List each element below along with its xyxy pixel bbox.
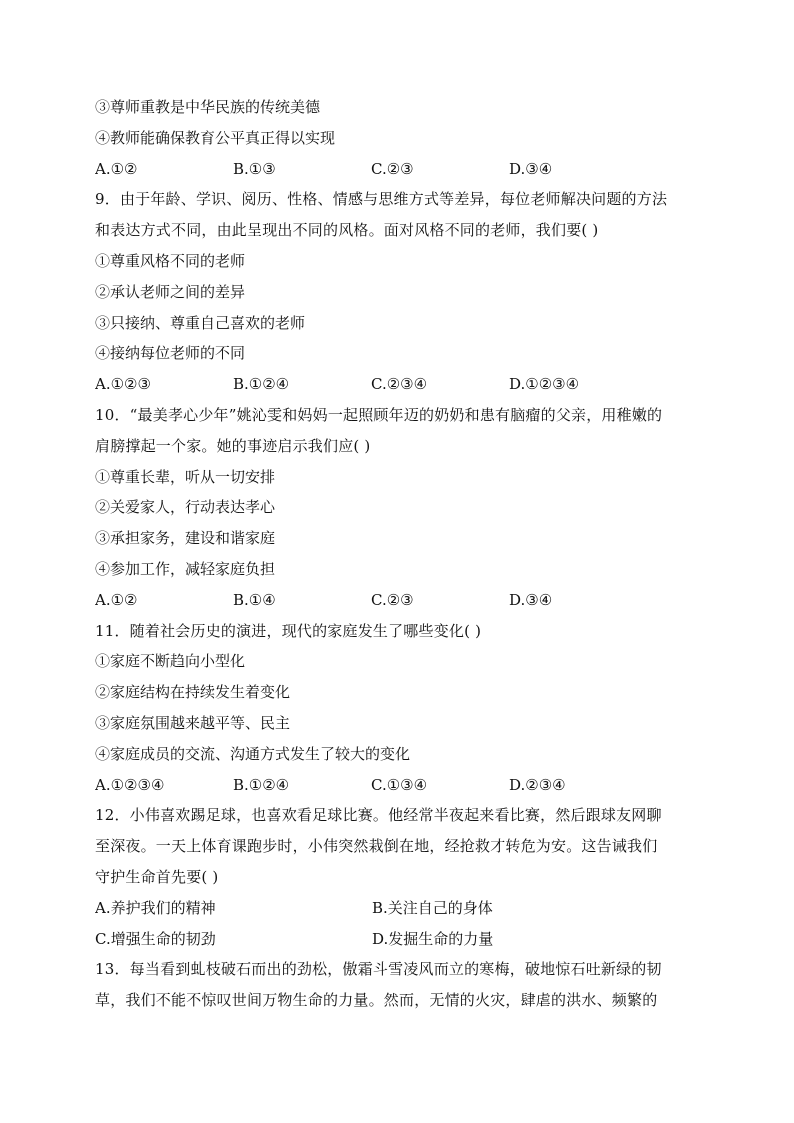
- q8-option-b: B.①③: [233, 159, 276, 178]
- q9-stem-line-2: 和表达方式不同，由此呈现出不同的风格。面对风格不同的老师，我们要( ): [95, 221, 599, 240]
- q10-item-4: ④参加工作，减轻家庭负担: [95, 559, 276, 578]
- q12-option-b: B.关注自己的身体: [372, 898, 493, 917]
- q11-option-a: A.①②③④: [95, 775, 165, 794]
- q10-stem-line-1: 10．“最美孝心少年”姚沁雯和妈妈一起照顾年迈的奶奶和患有脑瘤的父亲，用稚嫩的: [95, 405, 663, 424]
- q9-stem-line-1: 9．由于年龄、学识、阅历、性格、情感与思维方式等差异，每位老师解决问题的方法: [95, 190, 668, 209]
- q11-option-d: D.②③④: [509, 775, 566, 794]
- q12-stem-line-1: 12．小伟喜欢踢足球，也喜欢看足球比赛。他经常半夜起来看比赛，然后跟球友网聊: [95, 806, 662, 825]
- q12-option-a: A.养护我们的精神: [95, 898, 216, 917]
- q8-options: [95, 154, 705, 185]
- q9-option-c: C.②③④: [371, 375, 428, 394]
- q8-option-c: C.②③: [371, 159, 414, 178]
- q10-option-c: C.②③: [371, 590, 414, 609]
- q12-stem-line-3: 守护生命首先要( ): [95, 867, 219, 886]
- q11-item-4: ④家庭成员的交流、沟通方式发生了较大的变化: [95, 744, 411, 763]
- q10-stem-line-2: 肩膀撑起一个家。她的事迹启示我们应( ): [95, 436, 371, 455]
- q11-item-1: ①家庭不断趋向小型化: [95, 652, 246, 671]
- q8-item-4: ④教师能确保教育公平真正得以实现: [95, 128, 336, 147]
- q11-options: [95, 770, 705, 801]
- q10-option-d: D.③④: [509, 590, 553, 609]
- exam-content: [95, 92, 705, 1016]
- q12-options-row-2: [95, 924, 705, 955]
- q10-options: [95, 585, 705, 616]
- q11-option-b: B.①②④: [233, 775, 290, 794]
- q8-item-3: ③尊师重教是中华民族的传统美德: [95, 98, 321, 116]
- q10-item-3: ③承担家务，建设和谐家庭: [95, 529, 276, 548]
- q13-stem-line-1: 13．每当看到虬枝破石而出的劲松，傲霜斗雪凌风而立的寒梅，破地惊石吐新绿的韧: [95, 960, 662, 979]
- q8-option-a: A.①②: [95, 159, 138, 178]
- q9-item-3: ③只接纳、尊重自己喜欢的老师: [95, 313, 306, 332]
- q12-option-d: D.发掘生命的力量: [372, 929, 494, 948]
- q9-option-a: A.①②③: [95, 375, 151, 394]
- q9-item-1: ①尊重风格不同的老师: [95, 251, 246, 270]
- q10-option-b: B.①④: [233, 590, 276, 609]
- q13-stem-line-2: 草，我们不能不惊叹世间万物生命的力量。然而，无情的火灾，肆虐的洪水、频繁的: [95, 991, 658, 1010]
- q9-item-2: ②承认老师之间的差异: [95, 282, 246, 301]
- q10-item-2: ②关爱家人，行动表达孝心: [95, 498, 276, 517]
- q9-item-4: ④接纳每位老师的不同: [95, 344, 246, 363]
- q12-options-row-1: [95, 893, 705, 924]
- q11-item-2: ②家庭结构在持续发生着变化: [95, 683, 291, 702]
- q10-option-a: A.①②: [95, 590, 138, 609]
- q9-options: [95, 369, 705, 400]
- q12-option-c: C.增强生命的韧劲: [95, 929, 216, 948]
- q8-option-d: D.③④: [509, 159, 553, 178]
- q10-item-1: ①尊重长辈，听从一切安排: [95, 467, 276, 486]
- q11-item-3: ③家庭氛围越来越平等、民主: [95, 713, 291, 732]
- q9-option-d: D.①②③④: [509, 375, 580, 394]
- q11-stem-line-1: 11．随着社会历史的演进，现代的家庭发生了哪些变化( ): [95, 621, 482, 640]
- q9-option-b: B.①②④: [233, 375, 290, 394]
- q11-option-c: C.①③④: [371, 775, 428, 794]
- q12-stem-line-2: 至深夜。一天上体育课跑步时，小伟突然栽倒在地，经抢救才转危为安。这告诫我们: [95, 837, 658, 856]
